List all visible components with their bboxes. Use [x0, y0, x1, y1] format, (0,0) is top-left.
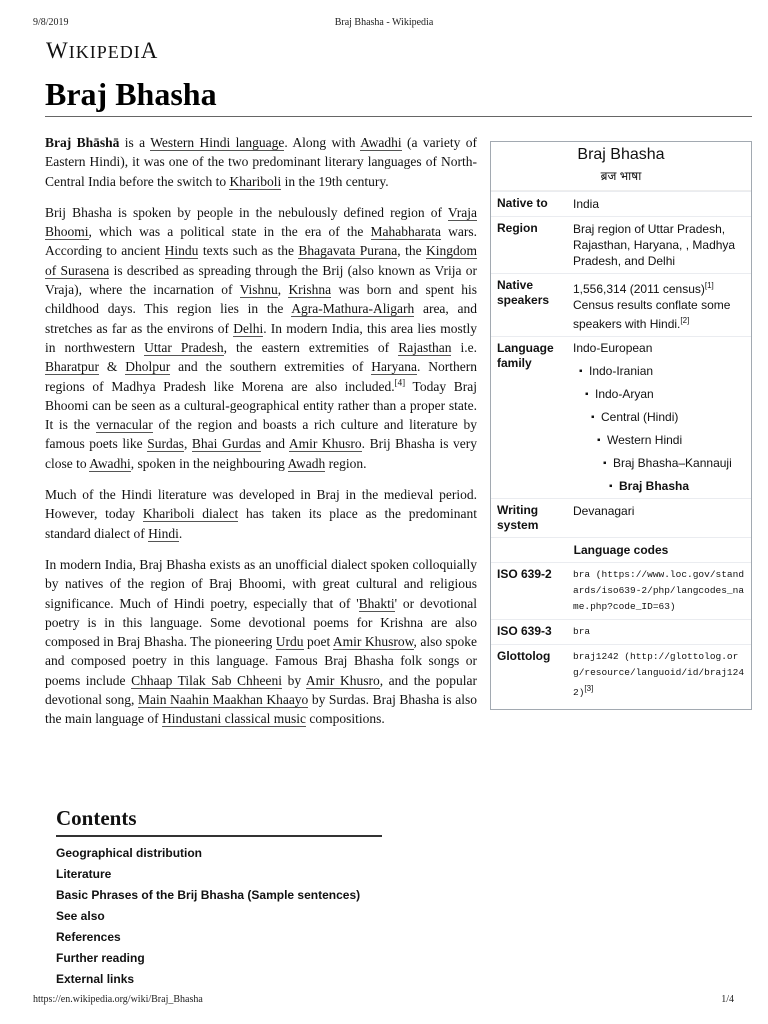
article-text: in the 19th century.	[281, 173, 389, 189]
article-text: and the southern extremities of	[170, 359, 372, 375]
article-text: , also spoke and composed poetry in this language. Famous Braj Bhasha folk songs or poems include	[45, 634, 478, 688]
article-text: of the region and boasts a rich culture and literature by famous poets like	[45, 417, 477, 452]
article-link[interactable]: Awadh	[287, 455, 326, 471]
language-family-tree	[573, 341, 745, 494]
article-paragraph	[45, 485, 477, 543]
family-tree-label: Braj Bhasha	[619, 479, 690, 493]
print-date: 9/8/2019	[33, 17, 69, 28]
article-link[interactable]: Bhakti	[358, 595, 395, 611]
article-link[interactable]: Surdas	[147, 436, 184, 452]
article-term: Braj Bhāshā	[45, 135, 120, 150]
family-tree-item[interactable]	[573, 410, 745, 425]
family-tree-label: Braj Bhasha–Kannauji	[613, 456, 732, 470]
table-of-contents	[56, 806, 382, 990]
logo-w: W	[46, 38, 69, 63]
article-text: area, and stretches as far as the environs of	[45, 301, 477, 336]
infobox-label: ISO 639-2	[497, 567, 552, 581]
infobox-row-native-to	[491, 191, 751, 216]
article-text: , spoken in the neighbouring	[130, 455, 288, 471]
article-link[interactable]: Amir Khusro	[305, 672, 380, 688]
article-text: , which was a political state in the era of the	[88, 224, 371, 240]
infobox-value[interactable]: Devanagari	[573, 504, 635, 518]
article-text: poet	[303, 634, 333, 650]
infobox-row-speakers	[491, 273, 751, 336]
article-text: , the	[397, 243, 426, 259]
article-link[interactable]: Haryana	[371, 359, 418, 375]
page-title: Braj Bhasha	[45, 76, 217, 112]
article-link[interactable]: Uttar Pradesh	[144, 339, 224, 355]
toc-item[interactable]: Further reading	[56, 951, 145, 965]
infobox-label: Region	[497, 221, 538, 235]
speakers-count: 1,556,314 (2011 census)	[573, 282, 705, 296]
article-paragraph	[45, 555, 477, 729]
citation-link[interactable]: [2]	[680, 316, 690, 325]
article-link[interactable]: Awadhi	[89, 455, 131, 471]
wikipedia-logo[interactable]	[46, 38, 158, 64]
article-link[interactable]: Bhai Gurdas	[191, 436, 261, 452]
print-url: https://en.wikipedia.org/wiki/Braj_Bhasha	[33, 994, 203, 1005]
article-link[interactable]: Urdu	[275, 634, 304, 650]
article-text: i.e.	[451, 339, 477, 355]
article-link[interactable]: Hindu	[164, 243, 199, 259]
family-tree-label: Western Hindi	[607, 433, 683, 447]
article-link[interactable]: Awadhi	[360, 135, 402, 150]
article-link[interactable]: Mahabharata	[370, 224, 441, 240]
toc-list	[56, 843, 382, 990]
bullet-icon: ▪	[585, 389, 589, 400]
citation-link[interactable]: [1]	[704, 281, 714, 290]
article-link[interactable]: Bharatpur	[45, 359, 99, 375]
article-text: compositions.	[305, 711, 385, 727]
infobox-native-name: ब्रज भाषा	[491, 166, 751, 191]
article-text: In modern India, Braj Bhasha exists as an unofficial dialect spoken colloquially by natives of the region of Braj Bhoomi, with great cultural and religious significance. Much of Hindi poetry, especially that of '	[45, 556, 477, 611]
article-text: region.	[325, 455, 367, 471]
article-link[interactable]: vernacular	[95, 417, 153, 433]
article-text: ' or devotional poetry is in this language. Some devotional poems for Krishna are also composed in Braj Bhasha. The pioneering	[45, 595, 477, 650]
article-text: (a variety of Eastern Hindi), it was one of the two predominant literary languages of North-Central India before the switch to	[45, 135, 477, 189]
article-link[interactable]: Khariboli	[229, 173, 282, 189]
article-text: Brij Bhasha is spoken by people in the nebulously defined region of	[45, 204, 448, 220]
infobox	[490, 141, 752, 710]
family-tree-item[interactable]	[573, 341, 745, 356]
article-link[interactable]: Bhagavata Purana	[298, 243, 398, 259]
toc-item[interactable]: Basic Phrases of the Brij Bhasha (Sample sentences)	[56, 888, 361, 902]
glottolog-link[interactable]: braj1242 (http://glottolog.org/resource/languoid/id/braj1242)	[573, 651, 745, 699]
article-link[interactable]: Krishna	[288, 282, 332, 298]
article-link[interactable]: Vraja Bhoomi	[45, 204, 477, 240]
article-text: &	[98, 359, 126, 375]
article-text: is described as spreading through the Brij (also known as Vrija or Vraja), where the incarnation of	[45, 262, 477, 298]
article-link[interactable]: Rajasthan	[398, 339, 452, 355]
article-text: . Brij Bhasha is very close to	[45, 436, 478, 471]
article-text: texts such as the	[198, 243, 299, 259]
family-tree-item[interactable]	[573, 433, 745, 448]
article-link[interactable]: Western Hindi language	[150, 135, 285, 150]
article-link[interactable]: Hindi	[148, 525, 179, 541]
infobox-value: India	[573, 197, 600, 211]
bullet-icon: ▪	[603, 458, 607, 469]
article-text: by	[282, 672, 306, 688]
article-link[interactable]: Agra-Mathura-Aligarh	[291, 301, 415, 317]
family-tree-item[interactable]	[573, 364, 745, 379]
article-text: wars. According to ancient	[45, 224, 477, 259]
infobox-row-family	[491, 336, 751, 498]
article-link[interactable]: Chhaap Tilak Sab Chheeni	[131, 672, 283, 688]
article-text: Today Braj Bhoomi can be seen as a cultural-geographical entity rather than a proper state. It is the	[45, 378, 478, 433]
infobox-row-glottolog	[491, 644, 751, 709]
article-link[interactable]: Dholpur	[125, 359, 171, 375]
infobox-row-iso2	[491, 562, 751, 619]
iso2-code-link[interactable]: bra (https://www.loc.gov/standards/iso639-2/php/langcodes_name.php?code_ID=63)	[573, 569, 745, 612]
toc-item[interactable]: References	[56, 930, 121, 944]
family-tree-item[interactable]	[573, 387, 745, 402]
article-link[interactable]: Khariboli dialect	[142, 506, 239, 522]
article-text: . In modern India, this area lies mostly in northwestern	[45, 320, 478, 355]
contents-heading: Contents	[56, 806, 382, 837]
infobox-row-region	[491, 216, 751, 273]
article-link[interactable]: Amir Khusro	[288, 436, 362, 452]
bullet-icon: ▪	[579, 366, 583, 377]
iso3-code: bra	[573, 626, 591, 637]
article-link[interactable]: Main Naahin Maakhan Khaayo	[137, 692, 309, 708]
toc-item[interactable]: See also	[56, 909, 105, 923]
article-text: is a	[119, 135, 151, 150]
article-body	[45, 133, 477, 741]
infobox-label: Native speakers	[497, 278, 550, 307]
article-text: , the eastern extremities of	[223, 339, 399, 355]
article-text: .	[178, 525, 183, 541]
article-text: Much of the Hindi literature was developed in Braj in the medieval period. However, today	[45, 487, 477, 522]
infobox-label: ISO 639-3	[497, 624, 552, 638]
article-text: ,	[183, 436, 192, 452]
logo-iki: IKIPEDI	[68, 42, 141, 62]
glottolog-value	[573, 649, 745, 701]
article-text: and	[260, 436, 289, 452]
toc-item[interactable]: Geographical distribution	[56, 846, 203, 860]
family-tree-label: Indo-European	[573, 341, 653, 355]
article-link[interactable]: Vishnu	[239, 282, 278, 298]
infobox-value	[573, 278, 745, 332]
article-text: ,	[277, 282, 289, 298]
article-link[interactable]: Amir Khusrow	[332, 634, 414, 650]
article-text: was born and spent his childhood days. This region lies in the	[45, 282, 478, 317]
citation-link[interactable]: [4]	[394, 377, 406, 388]
infobox-value: Braj region of Uttar Pradesh, Rajasthan, Haryana, , Madhya Pradesh, and Delhi	[573, 222, 736, 268]
family-tree-label: Central (Hindi)	[601, 410, 679, 424]
title-divider	[45, 116, 752, 117]
bullet-icon: ▪	[597, 435, 601, 446]
bullet-icon: ▪	[609, 481, 613, 492]
family-tree-label: Indo-Aryan	[595, 387, 654, 401]
bullet-icon: ▪	[591, 412, 595, 423]
article-text: has taken its place as the predominant standard dialect of	[45, 506, 478, 541]
article-link[interactable]: Delhi	[233, 320, 264, 336]
family-tree-item	[573, 479, 745, 494]
infobox-title: Braj Bhasha	[577, 146, 665, 163]
speakers-note: Census results conflate some speakers with Hindi.	[573, 298, 731, 331]
infobox-codes-header: Language codes	[491, 537, 751, 562]
logo-a: A	[140, 38, 159, 63]
toc-item[interactable]: External links	[56, 972, 135, 986]
article-text: . Northern regions of Madhya Pradesh like Morena are also included.	[45, 359, 478, 394]
article-text: . Along with	[284, 135, 361, 150]
infobox-label: Writing system	[497, 503, 539, 532]
infobox-label: Native to	[497, 196, 548, 210]
article-text: , and the popular devotional song,	[45, 672, 478, 708]
infobox-row-iso3	[491, 619, 751, 644]
print-page-number: 1/4	[721, 994, 734, 1005]
infobox-label: Language family	[497, 341, 554, 370]
article-paragraph	[45, 133, 477, 191]
print-page-title: Braj Bhasha - Wikipedia	[334, 17, 434, 28]
article-paragraph	[45, 203, 477, 473]
family-tree-item[interactable]	[573, 456, 745, 471]
article-link[interactable]: Kingdom of Surasena	[45, 243, 477, 278]
article-link[interactable]: Hindustani classical music	[161, 711, 306, 727]
infobox-label: Glottolog	[497, 649, 551, 663]
citation-link[interactable]: [3]	[584, 684, 594, 693]
family-tree-label: Indo-Iranian	[589, 364, 654, 378]
article-text: by Surdas. Braj Bhasha is also the main language of	[45, 692, 477, 727]
toc-item[interactable]: Literature	[56, 867, 112, 881]
infobox-row-writing	[491, 498, 751, 537]
